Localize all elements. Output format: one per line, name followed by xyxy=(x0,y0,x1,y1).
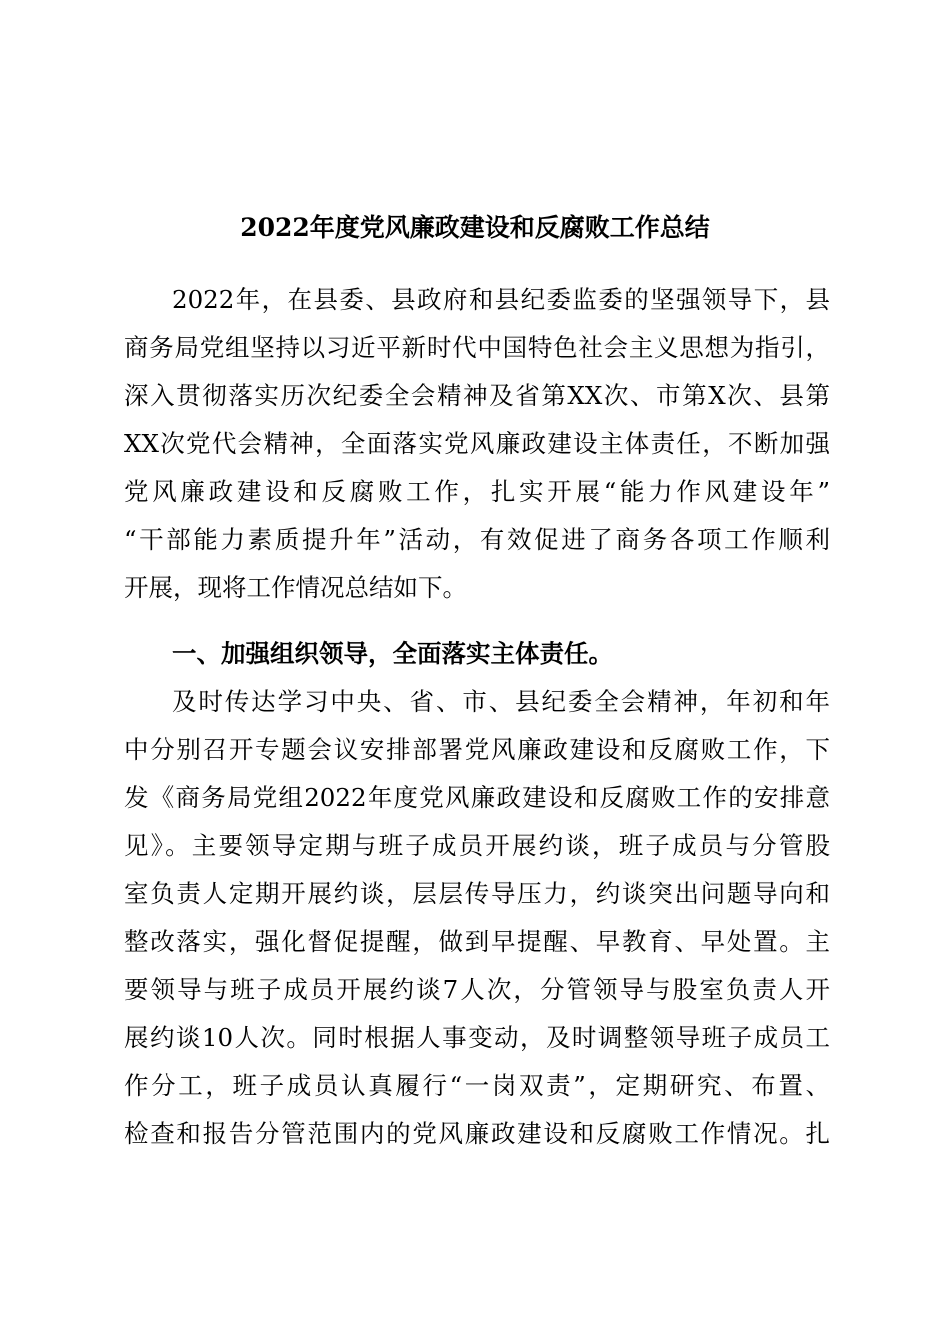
paragraph-line: 整改落实，强化督促提醒，做到早提醒、早教育、早处置。主 xyxy=(124,927,830,956)
paragraph-line: 开展，现将工作情况总结如下。 xyxy=(124,573,467,602)
paragraph-line: “干部能力素质提升年”活动，有效促进了商务各项工作顺利 xyxy=(124,525,830,554)
paragraph-line: 商务局党组坚持以习近平新时代中国特色社会主义思想为指引， xyxy=(124,333,830,362)
paragraph-line: 深入贯彻落实历次纪委全会精神及省第XX次、市第X次、县第 xyxy=(124,381,830,410)
paragraph-line: 党风廉政建设和反腐败工作，扎实开展“能力作风建设年” xyxy=(124,477,830,506)
paragraph-line: XX次党代会精神，全面落实党风廉政建设主体责任，不断加强 xyxy=(124,429,830,458)
paragraph-line: 中分别召开专题会议安排部署党风廉政建设和反腐败工作，下 xyxy=(124,735,830,764)
section-heading: 一、加强组织领导，全面落实主体责任。 xyxy=(172,639,613,668)
paragraph-line: 见》。主要领导定期与班子成员开展约谈，班子成员与分管股 xyxy=(124,831,830,860)
paragraph-line: 室负责人定期开展约谈，层层传导压力，约谈突出问题导向和 xyxy=(124,879,830,908)
paragraph-line: 作分工，班子成员认真履行“一岗双责”，定期研究、布置、 xyxy=(124,1071,830,1100)
paragraph-line: 及时传达学习中央、省、市、县纪委全会精神，年初和年 xyxy=(172,687,830,716)
paragraph-line: 发《商务局党组2022年度党风廉政建设和反腐败工作的安排意 xyxy=(124,783,830,812)
paragraph-line: 2022年，在县委、县政府和县纪委监委的坚强领导下，县 xyxy=(172,285,830,314)
paragraph-line: 展约谈10人次。同时根据人事变动，及时调整领导班子成员工 xyxy=(124,1023,830,1052)
paragraph-line: 检查和报告分管范围内的党风廉政建设和反腐败工作情况。扎 xyxy=(124,1119,830,1148)
document-title: 2022年度党风廉政建设和反腐败工作总结 xyxy=(240,213,710,242)
paragraph-line: 要领导与班子成员开展约谈7人次，分管领导与股室负责人开 xyxy=(124,975,830,1004)
